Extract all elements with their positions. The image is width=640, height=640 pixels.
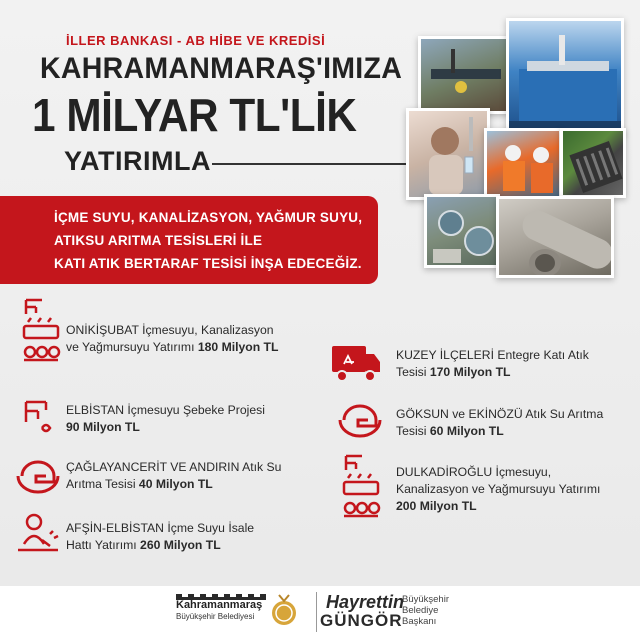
treatment-plant-icon [336, 402, 384, 438]
municipality-subtitle: Büyükşehir Belediyesi [176, 612, 255, 621]
project-line: ELBİSTAN İçmesuyu Şebeke Projesi [66, 403, 265, 417]
project-line: Kanalizasyon ve Yağmursuyu Yatırımı [396, 482, 601, 496]
project-line [396, 498, 600, 515]
project-desc: Tesisi [396, 365, 430, 379]
tanks-illustration [509, 21, 624, 136]
project-desc: Tesisi [396, 424, 430, 438]
project-onikisubat [66, 322, 278, 356]
project-line [66, 476, 281, 493]
pipeline-welder-icon [14, 510, 62, 558]
mayor-title-line: Belediye [402, 605, 439, 616]
photo-water-tanks [506, 18, 624, 136]
project-goksun [396, 406, 603, 440]
project-amount: 260 Milyon TL [140, 538, 221, 552]
project-line [396, 423, 603, 440]
storm-drain-illustration [563, 131, 626, 198]
project-line: AFŞİN-ELBİSTAN İçme Suyu İsale [66, 521, 255, 535]
project-dulkadiroglu [396, 464, 600, 515]
photo-drinking-water [406, 108, 490, 200]
project-amount: 200 Milyon TL [396, 499, 477, 513]
project-desc: ve Yağmursuyu Yatırımı [66, 340, 198, 354]
water-sewage-icon [338, 452, 384, 522]
headline-line-1: KAHRAMANMARAŞ'IMIZA [40, 52, 403, 85]
project-amount: 170 Milyon TL [429, 365, 511, 379]
mayor-title-line: Başkanı [402, 616, 437, 627]
municipality-name: Kahramanmaraş [176, 599, 263, 611]
mayor-title-line: Büyükşehir [402, 594, 449, 605]
mayor-last-name: GÜNGÖR [320, 611, 403, 630]
project-line: DULKADİROĞLU İçmesuyu, [396, 465, 552, 479]
headline-rule [212, 163, 412, 165]
project-line [66, 339, 278, 356]
photo-storm-drain [560, 128, 626, 198]
project-amount: 180 Milyon TL [197, 340, 279, 354]
photo-concrete-pipes [496, 196, 614, 278]
headline-line-2: 1 MİLYAR TL'LİK [32, 89, 357, 141]
construction-illustration [421, 39, 510, 114]
kicker-text: İLLER BANKASI - AB HİBE VE KREDİSİ [66, 33, 326, 48]
project-desc: Hattı Yatırımı [66, 538, 141, 552]
recycling-truck-icon [330, 340, 382, 382]
treatment-aerial-illustration [427, 197, 500, 268]
banner-line-1: İÇME SUYU, KANALİZASYON, YAĞMUR SUYU, [54, 210, 363, 225]
mayor-title [402, 594, 449, 627]
project-line: ONİKİŞUBAT İçmesuyu, Kanalizasyon [66, 323, 274, 337]
medallion-logo [270, 593, 298, 629]
project-amount: 90 Milyon TL [66, 420, 140, 434]
project-amount: 40 Milyon TL [138, 477, 213, 491]
headline-line-3: YATIRIMLA [64, 146, 212, 176]
workers-illustration [487, 131, 562, 200]
project-line: KUZEY İLÇELERİ Entegre Katı Atık [396, 348, 589, 362]
project-line: GÖKSUN ve EKİNÖZÜ Atık Su Arıtma [396, 407, 604, 421]
project-elbistan [66, 402, 265, 436]
photo-construction-site [418, 36, 510, 114]
project-line: ÇAĞLAYANCERİT VE ANDIRIN Atık Su [66, 460, 282, 474]
project-amount: 60 Milyon TL [429, 424, 504, 438]
photo-workers [484, 128, 562, 200]
project-line [66, 537, 254, 554]
banner-line-2: ATIKSU ARITMA TESİSLERİ İLE [54, 233, 263, 248]
project-desc: Arıtma Tesisi [66, 477, 139, 491]
project-line [396, 364, 589, 381]
banner-line-3: KATI ATIK BERTARAF TESİSİ İNŞA EDECEĞİZ. [54, 256, 362, 271]
concrete-pipes-illustration [499, 199, 614, 278]
mayor-first-name: Hayrettin [326, 592, 405, 612]
water-sewage-icon [18, 296, 64, 366]
project-caglayancerit [66, 459, 281, 493]
project-afsin-elbistan [66, 520, 254, 554]
project-line [66, 419, 265, 436]
treatment-plant-icon [14, 458, 62, 494]
project-kuzey-ilceleri [396, 347, 589, 381]
water-tap-icon [20, 398, 60, 438]
photo-treatment-aerial [424, 194, 500, 268]
drinking-water-illustration [409, 111, 490, 200]
footer-divider [316, 592, 317, 632]
